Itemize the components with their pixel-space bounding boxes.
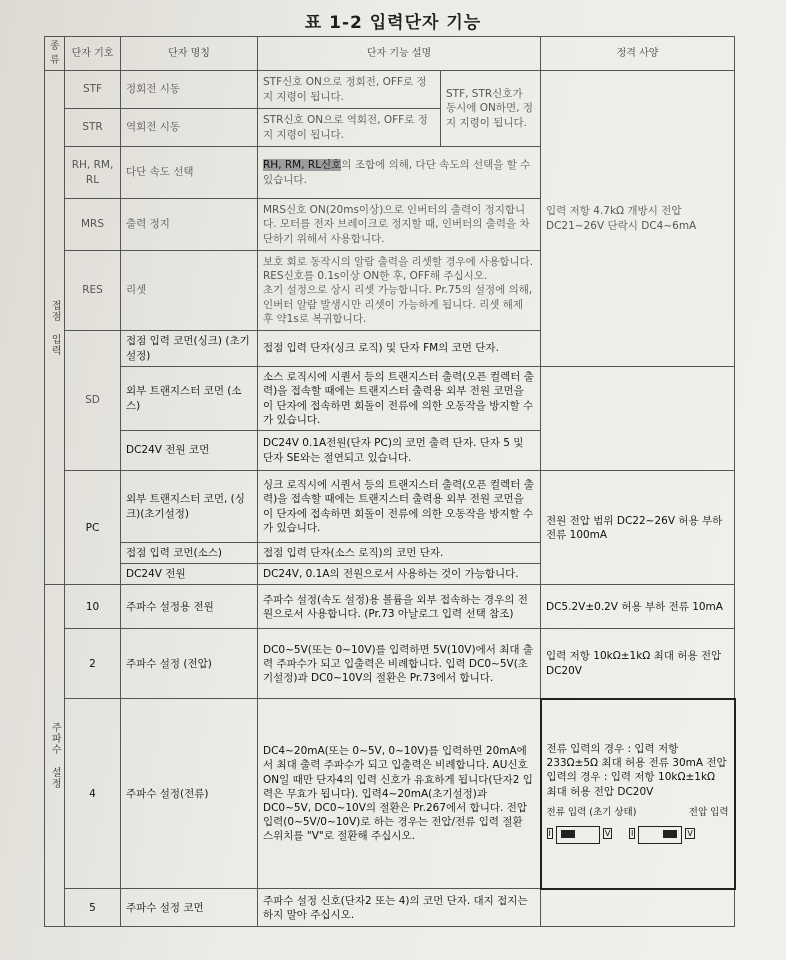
t2-spec: 입력 저항 10kΩ±1kΩ 최대 허용 전압 DC20V [541,629,735,699]
terminal-name: 다단 속도 선택 [121,147,258,199]
terminal-name: DC24V 전원 코먼 [121,431,258,471]
terminal-name: 역회전 시동 [121,109,258,147]
header-row [45,37,735,71]
terminal-name: 주파수 설정 코먼 [121,889,258,927]
header-spec: 정격 사양 [541,37,735,71]
header-symbol: 단자 기호 [65,37,121,71]
input-terminal-table [44,36,736,927]
table-row [45,71,735,109]
t5-spec-blank [541,889,735,927]
terminal-symbol: MRS [65,199,121,251]
terminal-name: 주파수 설정(전류) [121,699,258,889]
terminal-symbol: STR [65,109,121,147]
group-contact-input: 접점 입력 [45,71,65,585]
terminal-desc: 소스 로직시에 시퀀서 등의 트랜지스터 출력(오픈 컬렉터 출력)을 접속할 때에는 트랜지스터 출력용 외부 전원 코먼을 이 단자에 접속하면 회돌이 전류에 의한 오동작을 방지할 수가 있습니다. [258,367,541,431]
terminal-symbol: RES [65,251,121,331]
terminal-desc: DC4~20mA(또는 0~5V, 0~10V)를 입력하면 20mA에서 최대 출력 주파수가 되고 입출력은 비례합니다. AU신호 ON일 때만 단자4의 입력 신호가 유효하게 됩니다(단자2 입력은 무효가 됩니다). 입력4~20mA(초기설정)과 DC0~5V, DC0~10V의 절환은 Pr.267에서 합니다. 전압 입력(0~5V/0~10V)로 하는 경우는 전압/전류 입력 절환 스위치를 "V"로 절환해 주십시오. [258,699,541,889]
stf-str-note: STF, STR신호가 동시에 ON하면, 정지 지령이 됩니다. [441,71,541,147]
pc-spec: 전원 전압 범위 DC22~26V 허용 부하 전류 100mA [541,471,735,585]
terminal-desc: STF신호 ON으로 정회전, OFF로 정지 지령이 됩니다. [258,71,441,109]
terminal-name: 정회전 시동 [121,71,258,109]
terminal-desc: STR신호 ON으로 역회전, OFF로 정지 지령이 됩니다. [258,109,441,147]
switch-diagrams [547,824,729,846]
terminal-name: 접점 입력 코먼(싱크) (초기설정) [121,331,258,367]
res-desc-1: 보호 회로 동작시의 알람 출력을 리셋할 경우에 사용합니다. RES신호를 0.1s이상 ON한 후, OFF해 주십시오. [263,256,534,283]
switch-voltage-label: 전압 입력 [688,806,729,818]
terminal-symbol: 5 [65,889,121,927]
terminal-desc: 접점 입력 단자(소스 로직)의 코먼 단자. [258,543,541,564]
highlighted-text: RH, RM, RL신호 [263,159,342,172]
terminal-desc-rest: 의 조합에 의해, 다단 속도의 선택을 할 수 있습니다. [263,159,531,186]
terminal-desc [258,251,541,331]
terminal-symbol: SD [65,331,121,471]
terminal-symbol: 4 [65,699,121,889]
group-frequency-setting: 주파수 설정 [45,585,65,927]
terminal-name: 접점 입력 코먼(소스) [121,543,258,564]
switch-i-label-2: I [631,829,634,839]
sd-spec-blank [541,367,735,471]
t10-spec: DC5.2V±0.2V 허용 부하 전류 10mA [541,585,735,629]
terminal-desc: 주파수 설정 신호(단자2 또는 4)의 코먼 단자. 대지 접지는 하지 말아 주십시오. [258,889,541,927]
switch-i-label: I [548,829,551,839]
terminal-name: 출력 정지 [121,199,258,251]
terminal-symbol: PC [65,471,121,585]
terminal-desc: 접점 입력 단자(싱크 로직) 및 단자 FM의 코먼 단자. [258,331,541,367]
switch-v-label: V [604,829,611,839]
table-row [45,585,735,629]
terminal-symbol: STF [65,71,121,109]
terminal-desc: DC0~5V(또는 0~10V)를 입력하면 5V(10V)에서 최대 출력 주파수가 되고 입출력은 비례합니다. 입력 DC0~5V(초기설정)과 DC0~10V의 절환은 Pr.73에서 합니다. [258,629,541,699]
terminal-desc: MRS신호 ON(20ms이상)으로 인버터의 출력이 정지합니다. 모터를 전자 브레이크로 정지할 때, 인버터의 출력을 차단하기 위해서 사용합니다. [258,199,541,251]
terminal-symbol: RH, RM, RL [65,147,121,199]
terminal-name: DC24V 전원 [121,564,258,585]
terminal-desc: DC24V 0.1A전원(단자 PC)의 코먼 출력 단자. 단자 5 및 단자 SE와는 절연되고 있습니다. [258,431,541,471]
switch-labels [547,807,729,820]
table-row [45,471,735,543]
t4-spec-text: 전류 입력의 경우 : 입력 저항 233Ω±5Ω 최대 허용 전류 30mA 전압 입력의 경우 : 입력 저항 10kΩ±1kΩ 최대 허용 전압 DC20V [546,743,727,798]
table-title: 표 1-2 입력단자 기능 [304,13,482,33]
t4-spec [541,699,735,889]
switch-v-label-2: V [687,829,693,839]
terminal-symbol: 2 [65,629,121,699]
terminal-name: 주파수 설정 (전압) [121,629,258,699]
switch-current-label: 전류 입력 (초기 상태) [546,806,637,818]
terminal-name: 외부 트랜지스터 코먼 (소스) [121,367,258,431]
terminal-desc [258,147,541,199]
terminal-symbol: 10 [65,585,121,629]
res-desc-2: 초기 설정으로 상시 리셋 가능합니다. Pr.75의 설정에 의해, 인버터 알람 발생시만 리셋이 가능하게 됩니다. 리셋 해제 후 약1s로 복귀합니다. [263,284,533,325]
terminal-desc: 싱크 로직시에 시퀀서 등의 트랜지스터 출력(오픈 컬렉터 출력)을 접속할 때에는 트랜지스터 출력용 외부 전원 코먼을 이 단자에 접속하면 회돌이 전류에 의한 오동작을 방지할 수가 있습니다. [258,471,541,543]
switch-voltage-icon [638,826,682,844]
terminal-desc: 주파수 설정(속도 설정)용 볼륨을 외부 접속하는 경우의 전원으로서 사용합니다. (Pr.73 아날로그 입력 선택 참조) [258,585,541,629]
terminal-name: 주파수 설정용 전원 [121,585,258,629]
terminal-name: 외부 트랜지스터 코먼, (싱크)(초기설정) [121,471,258,543]
table-row [45,889,735,927]
terminal-desc: DC24V, 0.1A의 전원으로서 사용하는 것이 가능합니다. [258,564,541,585]
table-row [45,699,735,889]
contact-spec: 입력 저항 4.7kΩ 개방시 전압 DC21~26V 단락시 DC4~6mA [541,71,735,367]
table-row [45,629,735,699]
header-desc: 단자 기능 설명 [258,37,541,71]
header-name: 단자 명칭 [121,37,258,71]
table-row [45,367,735,431]
terminal-name: 리셋 [121,251,258,331]
header-kind: 종류 [45,37,65,71]
switch-current-icon [556,826,600,844]
